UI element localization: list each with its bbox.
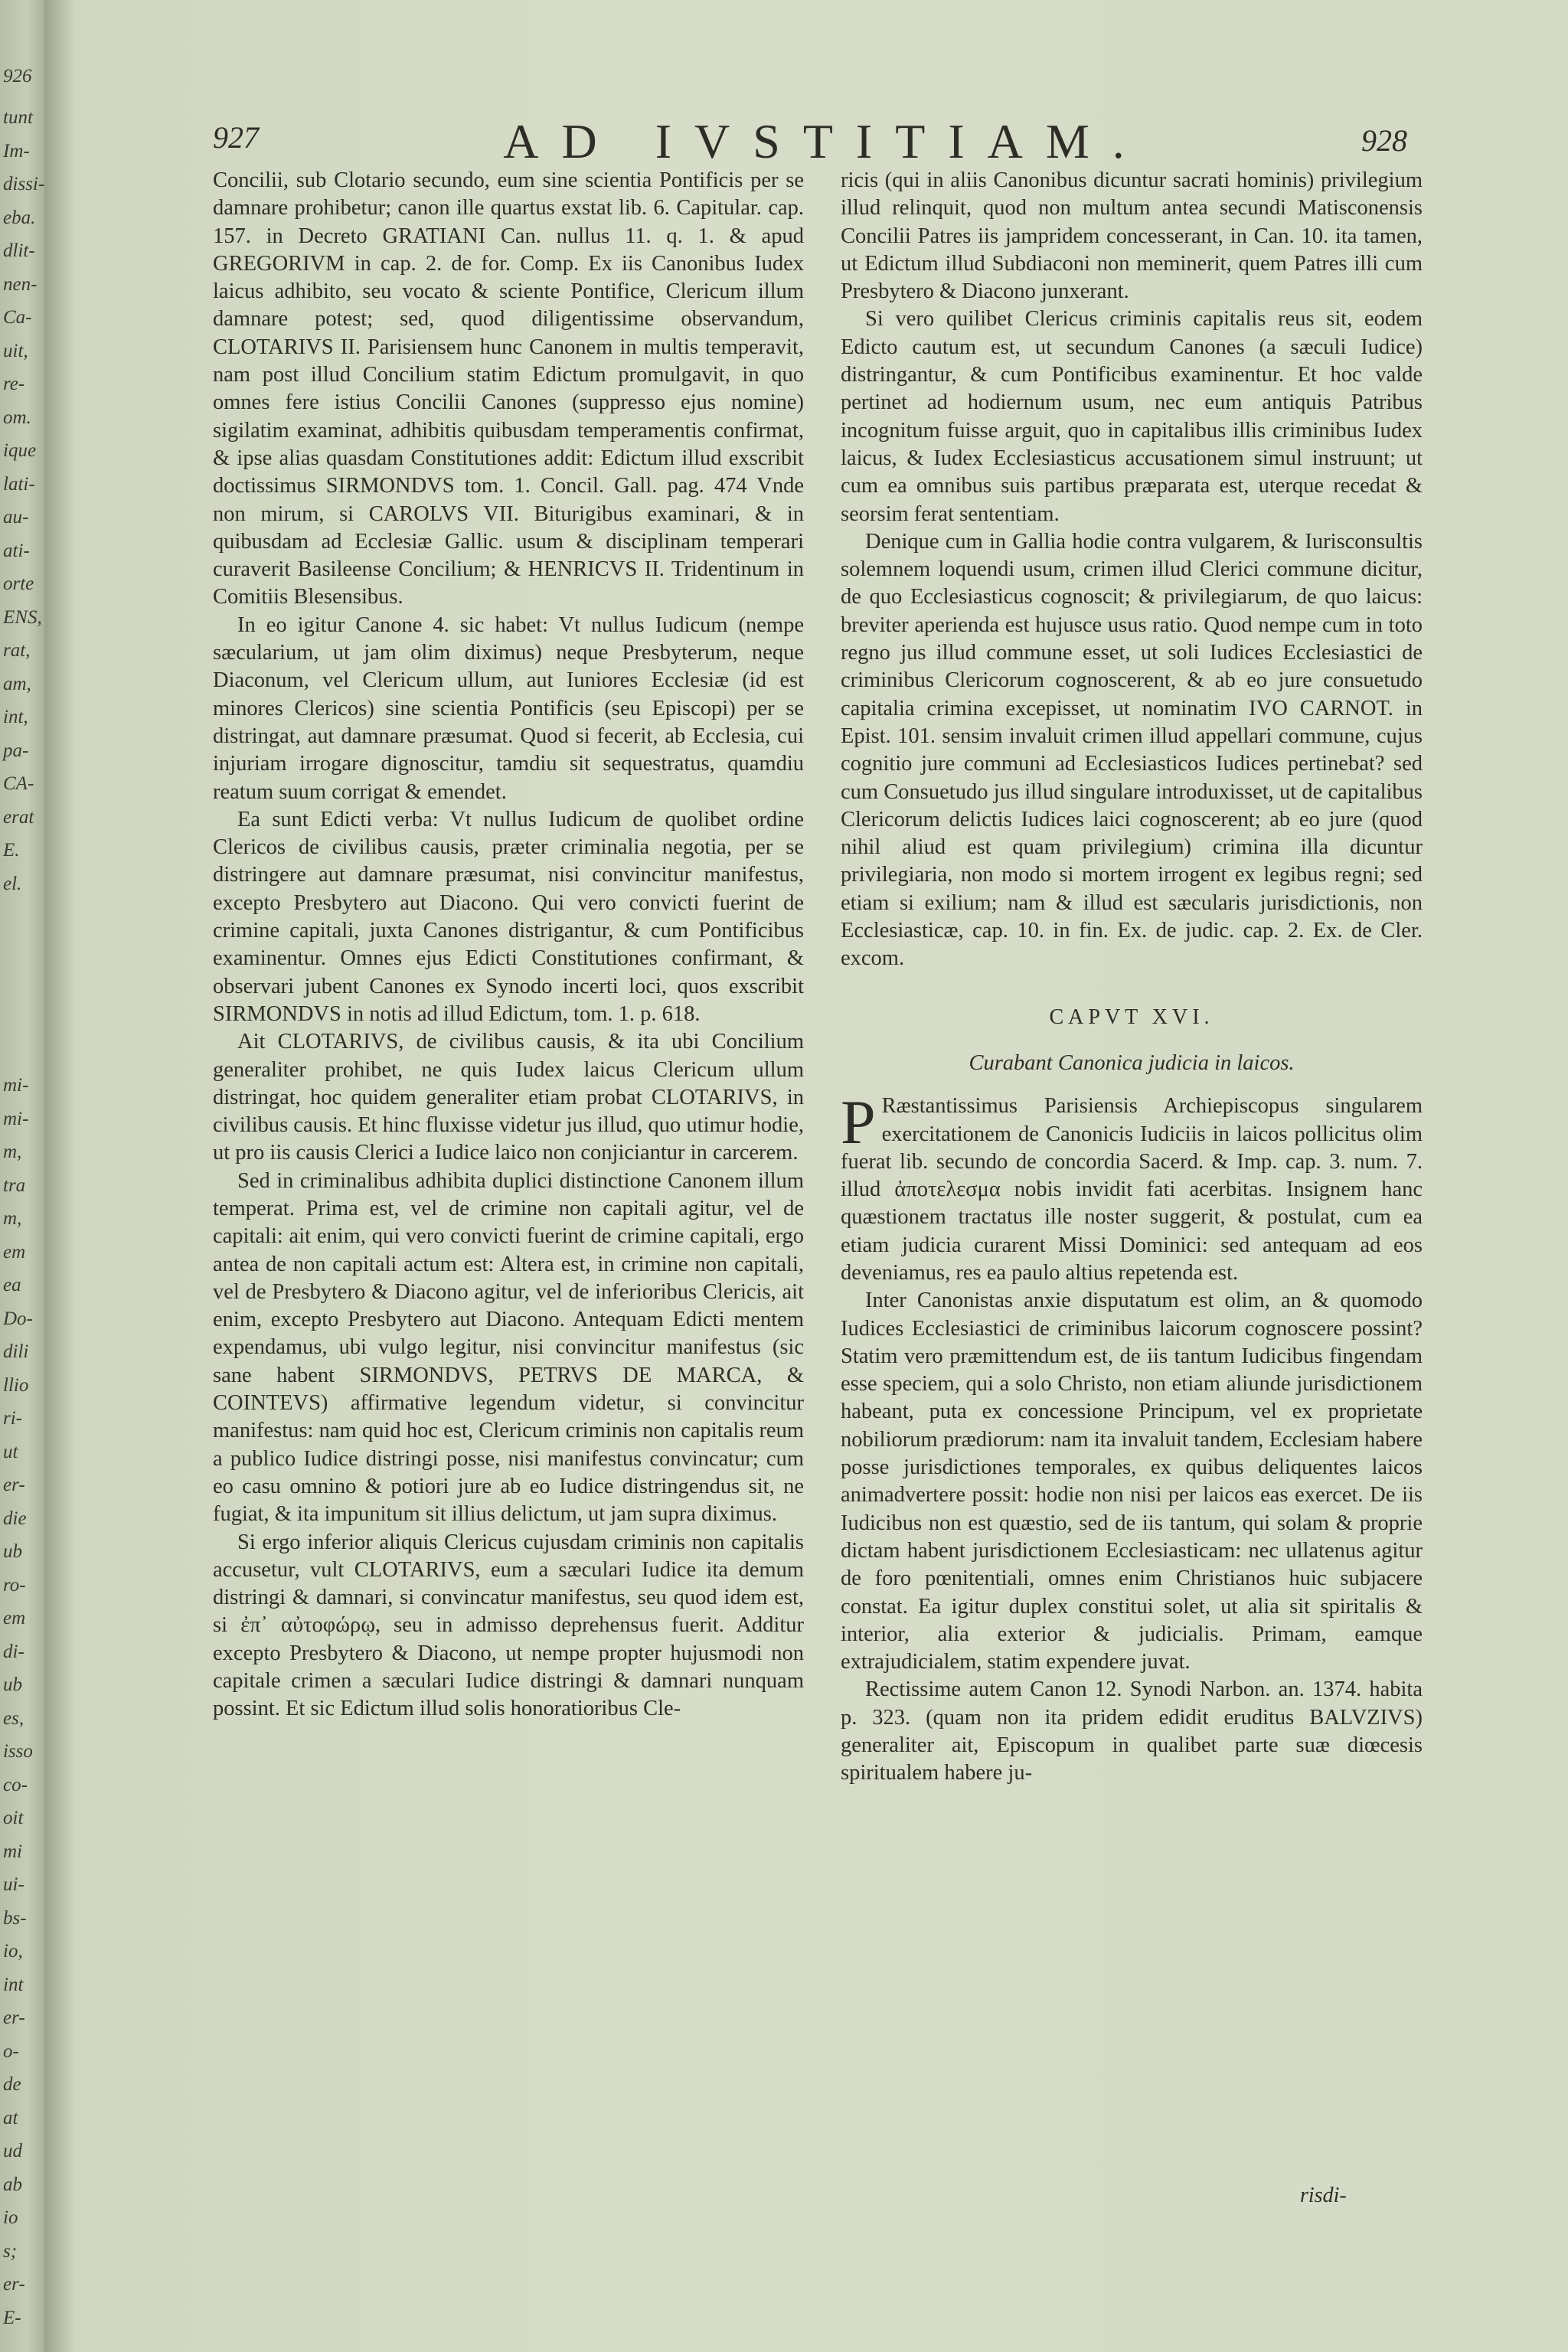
previous-page-fragment: isso: [3, 1741, 33, 1762]
previous-page-fragment: eba.: [3, 207, 36, 228]
previous-page-fragment: em: [3, 1608, 26, 1628]
previous-page-fragment: ub: [3, 1674, 22, 1695]
previous-page-fragment: ud: [3, 2141, 22, 2161]
previous-page-fragment: dili: [3, 1341, 29, 1362]
previous-page-fragment: lati-: [3, 473, 35, 495]
paragraph: Sed in criminalibus adhibita duplici distinctione Canonem illum temperat. Prima est, vel de crimine non capitali agitur, vel de capitali: ait enim, qui vero convicti fuerint de crimine capitali, ergo antea de non capitali actum est: Altera est, in crimine non capitali, vel de Presbytero & Diacono agitur, vel de inferioribus Clericis, ait enim, excepto Presbytero aut Diacono. Antequam Edicti mentem expendamus, ubi vulgo legitur, nisi convincitur manifestus (sic sane habent SIRMONDVS, PETRVS DE MARCA, & COINTEVS) affirmative legendum videtur, si convincitur manifestus: nam quid hoc est, Clericum criminis non capitalis reum a publico Iudice distringi posse, nisi manifestus convincatur; cum eo casu omnino & potiori jure ab eo Iudice distringendus sit, ne fugiat, & ita impunitum sit illius delictum, ut jam supra diximus.: [213, 1168, 804, 1527]
paragraph: Ait CLOTARIVS, de civilibus causis, & ita ubi Concilium generaliter prohibet, ne quis Iudex laicus Clericum ullum distringat, hoc quidem generaliter etiam probat CLOTARIVS, in civilibus causis. Et hinc fluxisse videtur jus illud, quo utimur hodie, ut pro iis causis Clerici a Iudice laico non conjiciantur in carcerem.: [213, 1030, 804, 1165]
previous-page-fragment: ri-: [3, 1408, 22, 1429]
previous-page-fragment: Im-: [3, 140, 30, 162]
previous-page-fragment: es,: [3, 1707, 24, 1729]
previous-page-fragment: m,: [3, 1208, 22, 1229]
previous-page-fragment: oit: [3, 1808, 24, 1828]
previous-page-fragment: llio: [3, 1374, 29, 1396]
previous-page-fragment: el.: [3, 873, 22, 894]
previous-page-fragment: ea: [3, 1275, 21, 1295]
previous-page-fragment: io: [3, 2207, 18, 2228]
previous-page-fragment: o-: [3, 2040, 19, 2062]
paragraph: Concilii, sub Clotario secundo, eum sine scientia Pontificis per se damnare prohibetur; canon ille quartus exstat lib. 6. Capitular. cap. 157. in Decreto GRATIANI Can. nullus 11. q. 1. & apud GREGORIVM in cap. 2. de for. Comp. Ex iis Canonibus Iudex laicus adhibito, seu vocato & sciente Pontifice, Clericum illum damnare potest; sed, quod diligentissime observandum, CLOTARIVS II. Parisiensem hunc Canonem in multis temperavit, nam post illud Concilium statim Edictum promulgavit, in quo omnes fere istius Concilii Canones (suppresso ejus nomine) sigilatim examinat, adhibitis quibusdam temperamentis confirmat, & ipse alias quasdam Constitutiones addit: Edictum illud exscribit doctissimus SIRMONDVS tom. 1. Concil. Gall. pag. 474 Vnde non mirum, si CAROLVS VII. Biturigibus examinari, & in quibusdam ad Ecclesiæ Gallic. usum & disciplinam temperari curaverit Basileense Concilium; & HENRICVS II. Tridentinum in Comitiis Blesensibus.: [213, 168, 804, 609]
previous-page-fragment: Do-: [3, 1308, 33, 1329]
running-title: AD IVSTITIAM.: [503, 114, 1148, 168]
previous-page-fragment: io,: [3, 1941, 23, 1962]
previous-page-fragment: pa-: [3, 740, 29, 761]
paragraph: Denique cum in Gallia hodie contra vulgarem, & Iurisconsultis solemnem loquendi usum, crimen illud Clerici commune dicitur, de quo Ecclesiasticus cognoscit; & privilegiarum, de quo laicus: breviter aperienda est hujusce usus ratio. Quod nempe cum in toto regno jus illud commune esset, ut soli Iudices Ecclesiastici de criminibus Clericorum cognoscerent, & ab eo jure consuetudo capitalia crimina excepisset, ut nominatim IVO CARNOT. in Epist. 101. sensim invaluit crimen illud appellari commune, cujus cognitio jure communi ad Ecclesiasticos Iudices pertinebat? sed cum Consuetudo jus illud singulare introduxisset, ut de capitalibus Clericorum delictis Iudices laici cognoscerent; ab eo jure (quod nihil aliud est quam privilegium) crimina illa dicuntur privilegiaria, non modo si mortem irrogent ex legibus regni; sed etiam si exilium; nam & illud est sæcularis jurisdictionis, non Ecclesiasticæ, cap. 10. in fin. Ex. de judic. cap. 2. Ex. de Cler. excom.: [841, 529, 1423, 971]
previous-page-fragment: de: [3, 2074, 21, 2095]
previous-page-fragment: ut: [3, 1441, 18, 1462]
previous-page-fragment: er-: [3, 1475, 25, 1495]
previous-page-fragment: ique: [3, 440, 37, 461]
previous-page-fragment: uit,: [3, 340, 28, 361]
previous-page-fragment: Ca-: [3, 307, 32, 328]
right-column: [841, 167, 1423, 1788]
previous-page-fragment: int,: [3, 707, 28, 727]
paragraph: Ea sunt Edicti verba: Vt nullus Iudicum de quolibet ordine Clericos de civilibus causis, præter criminalia negotia, per se distringere aut damnare præsumat, nisi convincitur manifestus, excepto Presbytero aut Diacono. Qui vero convicti fuerint de crimine capitali, juxta Canones distrigantur, & cum Pontificibus examinentur. Omnes ejus Edicti Constitutiones confirmant, & observari jubent Canones ex Synodo incerti loci, quos exscribit SIRMONDVS in notis ad illud Edictum, tom. 1. p. 618.: [213, 807, 804, 1026]
catchword: risdi-: [1300, 2184, 1347, 2207]
previous-page-fragment: m,: [3, 1142, 22, 1162]
previous-page-fragment: orte: [3, 573, 34, 594]
previous-page-fragment: E-: [3, 2307, 21, 2328]
previous-page-fragment: am,: [3, 673, 31, 694]
previous-page-fragment: ati-: [3, 540, 30, 561]
chapter-heading: CAPVT XVI.: [1049, 1004, 1214, 1029]
previous-page-fragment: nen-: [3, 273, 38, 295]
right-page-number: 928: [1361, 123, 1407, 158]
previous-page-fragment: mi-: [3, 1075, 29, 1096]
previous-page-fragment: ENS,: [3, 606, 42, 628]
previous-page-fragment: co-: [3, 1774, 28, 1795]
paragraph: Rectissime autem Canon 12. Synodi Narbon. an. 1374. habita p. 323. (quam non ita pridem edidit eruditus BALVZIVS) generaliter ait, Episcopum in qualibet parte suæ diœcesis spiritualem habere ju-: [841, 1677, 1423, 1785]
chapter-subtitle: Curabant Canonica judicia in laicos.: [969, 1050, 1295, 1075]
left-column: [213, 167, 804, 1723]
previous-page-fragment: di-: [3, 1641, 24, 1662]
left-page-number: 927: [213, 120, 259, 155]
previous-page-fragment: tunt: [3, 107, 33, 128]
previous-page-fragment: die: [3, 1508, 27, 1529]
previous-page-fragment: at: [3, 2107, 18, 2128]
opening-text: Ræstantissimus Parisiensis Archiepiscopus singularem exercitationem de Canonicis Iudiciis in laicos pollicitus olim fuerat lib. secundo de concordia Sacerd. & Imp. cap. 3. num. 7. illud ἀποτελεσμα nobis invidit fati acerbitas. Insignem hanc quæstionem tractatus ille noster suggerit, & postulat, cum ea etiam judicia curarent Missi Dominici: sed antequam ad eos deveniamus, res ea paulo altius repetenda est.: [841, 1094, 1423, 1285]
previous-page-fragment: rat,: [3, 640, 31, 661]
previous-page-fragment: er-: [3, 2007, 25, 2028]
previous-page-fragment: dissi-: [3, 174, 44, 194]
paragraph: In eo igitur Canone 4. sic habet: Vt nullus Iudicum (nempe sæcularium, ut jam olim diximus) neque Presbyterum, neque Diaconum, vel Clericum ullum, aut Iuniores Ecclesiæ (id est minores Clericos) sine scientia Pontificis (seu Episcopi) per se distringat, aut damnare præsumat. Quod si fecerit, ab Ecclesia, cui injuriam irrogare dignoscitur, tamdiu sit sequestratus, quamdiu reatum suum corrigat & emendet.: [213, 612, 804, 804]
paragraph: ricis (qui in aliis Canonibus dicuntur sacrati hominis) privilegium illud relinquit, quod non multum antea secundi Matisconensis Concilii Patres iis jampridem concesserant, in Can. 10. ita tamen, ut Edictum illud Subdiaconi non meminerit, quem Patres illi cum Presbytero & Diacono junxerant.: [841, 168, 1423, 304]
previous-page-fragment: dlit-: [3, 240, 35, 261]
previous-page-fragment: ui-: [3, 1874, 24, 1895]
previous-page-fragment: ro-: [3, 1574, 26, 1596]
drop-cap: P: [841, 1087, 876, 1158]
binding-shadow: [44, 0, 75, 2352]
previous-page-fragment: ab: [3, 2174, 22, 2195]
paragraph: Si ergo inferior aliquis Clericus cujusdam criminis non capitalis accusetur, vult CLOTARIVS, eum a sæculari Iudice ita demum distringi & damnari, si convincatur manifestus, seu quod idem est, si ἐπ᾽ αὐτοφώρῳ, seu in admisso deprehensus fuerit. Additur excepto Presbytero & Diacono, ut nempe propter hujusmodi non capitale crimen a sæculari Iudice distringi & damnari nunquam possint. Et sic Edictum illud solis honoratioribus Cle-: [213, 1530, 804, 1721]
previous-page-fragment: bs-: [3, 1907, 27, 1929]
previous-page-fragment: CA-: [3, 773, 34, 794]
previous-page-edge: [0, 0, 44, 2352]
paragraph: Si vero quilibet Clericus criminis capitalis reus sit, eodem Edicto cautum est, ut secundum Canones (a sæculi Iudice) distringantur, & cum Pontificibus examinentur. Et hoc valde pertinet ad hodiernum usum, nec eum antiquis Patribus incognitum fuisse arguit, quo in capitalibus illis criminibus Iudex laicus, & Iudex Ecclesiasticus accusationem simul instruunt; ut cum ea omnibus suis partibus præparata est, uterque recedat & seorsim ferat sententiam.: [841, 307, 1423, 526]
previous-page-fragment: re-: [3, 374, 25, 394]
paragraph: Inter Canonistas anxie disputatum est olim, an & quomodo Iudices Ecclesiastici de criminibus laicorum cognoscere possint? Statim vero præmittendum est, de iis tantum Iudicibus fingendam esse speciem, qui a solo Christo, non etiam aliunde jurisdictionem habeant, puta ex concessione Principum, vel ex proprietate nobiliorum prædiorum: nam ita invaluit tandem, Ecclesiam habere posse jurisdictiones temporales, ex quibus deliquentes laicos animadvertere possit: hodie non nisi per laicos eas exercet. De iis Iudicibus non est quæstio, sed de iis tantum, qui solam & proprie dictam habent jurisdictionem Ecclesiasticam: nec ullatenus agitur de foro pœnitentiali, omnes enim Christianos huic subjacere constat. Ea igitur duplex constitui solet, ut alia sit spiritalis & interior, alia exterior & judicialis. Primam, eamque extrajudicialem, statim expendere juvat.: [841, 1289, 1423, 1674]
previous-page-fragment: ub: [3, 1541, 22, 1562]
previous-page-fragment: erat: [3, 806, 34, 828]
previous-page-fragment: mi-: [3, 1108, 29, 1129]
previous-page-fragment: s;: [3, 2240, 18, 2262]
previous-page-fragment: int: [3, 1974, 24, 1995]
book-page: [75, 0, 1568, 2352]
previous-page-fragment: em: [3, 1241, 26, 1263]
previous-page-number: 926: [3, 66, 32, 87]
previous-page-fragment: E.: [3, 840, 20, 861]
previous-page-fragment: mi: [3, 1841, 22, 1862]
previous-page-fragment: tra: [3, 1174, 26, 1196]
previous-page-fragment: er-: [3, 2274, 25, 2295]
previous-page-fragment: au-: [3, 507, 29, 528]
previous-page-fragment: om.: [3, 407, 31, 428]
chapter-opening-paragraph: [841, 1087, 1423, 1287]
